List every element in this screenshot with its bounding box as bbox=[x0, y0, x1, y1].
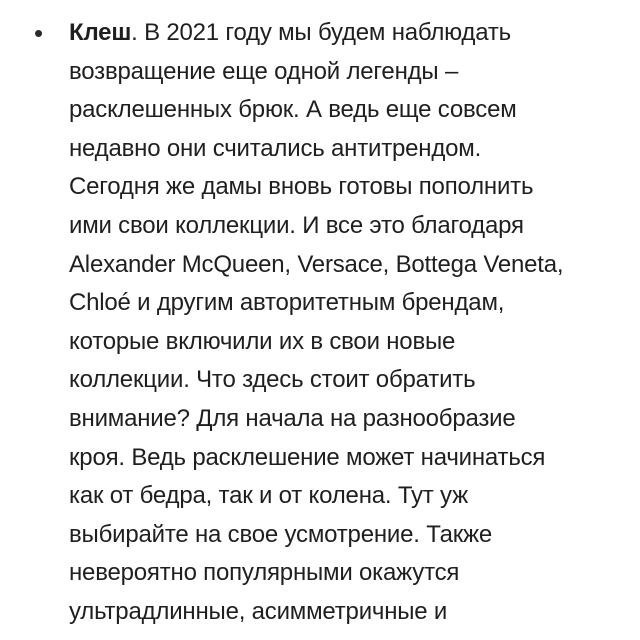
paragraph-line-1 bbox=[69, 14, 511, 53]
paragraph-line-14: выбирайте на свое усмотрение. Также bbox=[69, 520, 493, 548]
paragraph-line-4: недавно они считались антитрендом. bbox=[69, 134, 482, 162]
paragraph-line-8: Chloé и другим авторитетным брендам, bbox=[69, 289, 505, 317]
list-bullet: • bbox=[34, 18, 44, 48]
term-heading: Клеш bbox=[69, 19, 132, 46]
paragraph-line-1-text: . В 2021 году мы будем наблюдать bbox=[131, 19, 511, 46]
paragraph-line-12: кроя. Ведь расклешение может начинаться bbox=[69, 443, 546, 471]
paragraph-line-7: Alexander McQueen, Versace, Bottega Veneta, bbox=[69, 250, 564, 278]
paragraph-line-5: Сегодня же дамы вновь готовы пополнить bbox=[69, 173, 534, 201]
paragraph-line-3: расклешенных брюк. А ведь еще совсем bbox=[69, 96, 517, 124]
paragraph-line-9: которые включили их в свои новые bbox=[69, 327, 456, 355]
paragraph-line-6: ими свои коллекции. И все это благодаря bbox=[69, 212, 524, 239]
paragraph-line-10: коллекции. Что здесь стоит обратить bbox=[69, 366, 476, 394]
paragraph-line-15: невероятно популярными окажутся bbox=[69, 559, 460, 587]
paragraph-line-11: внимание? Для начала на разнообразие bbox=[69, 405, 516, 432]
paragraph-line-16: ультрадлинные, асимметричные и bbox=[69, 598, 448, 625]
paragraph-line-13: как от бедра, так и от колена. Тут уж bbox=[69, 482, 468, 510]
paragraph-line-2: возвращение еще одной легенды – bbox=[69, 57, 459, 85]
